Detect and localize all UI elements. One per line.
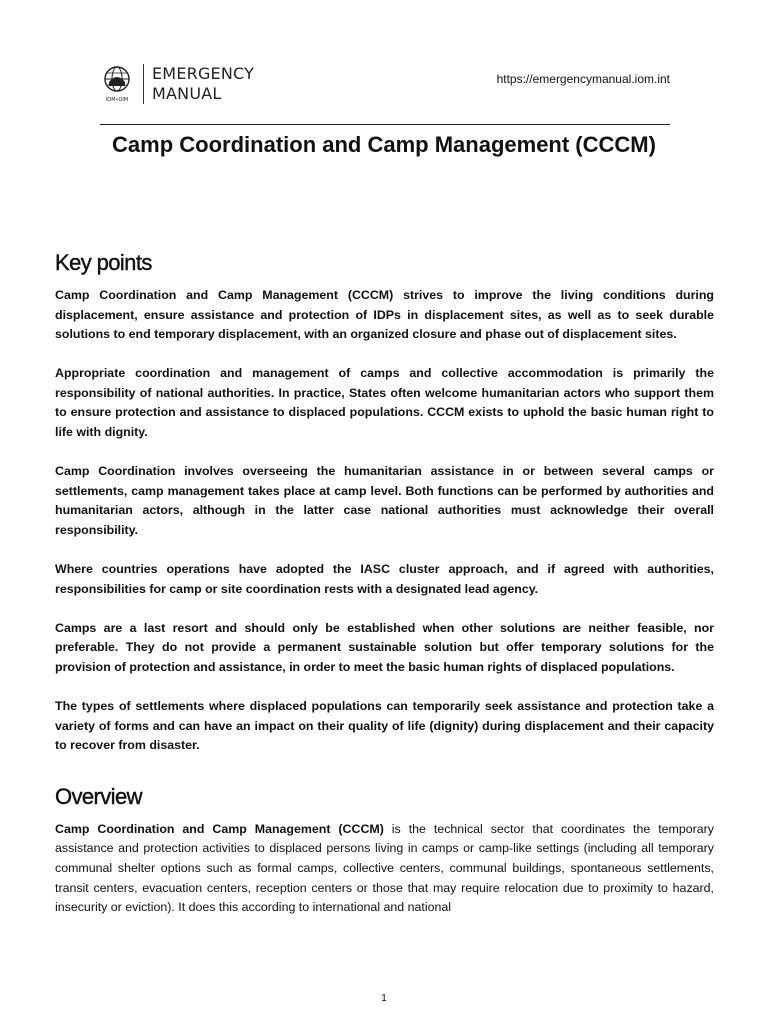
key-point-paragraph: Appropriate coordination and management of camps and collective accommodation is primarily the responsibility of national authorities. In practice, States often welcome humanitarian actors who support them to ensure protection and assistance to displaced populations. CCCM exists to uphold the basic human right to life with dignity. (55, 366, 714, 440)
overview-text: is the technical sector that coordinates the temporary assistance and protection activities to displaced persons living in camps or camp-like settings (including all temporary communal shelter options such as formal camps, collective centers, communal buildings, spontaneous settlements, transit centers, evacuation centers, reception centers or those that may require relocation due to proximity to hazard, insecurity or eviction). It does this according to international and national (55, 821, 714, 915)
key-point-paragraph: Where countries operations have adopted the IASC cluster approach, and if agreed with authorities, responsibilities for camp or site coordination rests with a designated lead agency. (55, 562, 714, 596)
logo-sub-text: IOM•OIM (105, 97, 129, 103)
key-point-paragraph: Camps are a last resort and should only be established when other solutions are neither feasible, nor preferable. They do not provide a permanent sustainable solution but offer temporary solutions for the provision of protection and assistance, in order to meet the basic human rights of displaced populations. (55, 620, 714, 674)
header-url[interactable]: https://emergencymanual.iom.int (496, 72, 670, 86)
overview-paragraph (55, 820, 714, 918)
page-header (100, 62, 670, 106)
key-point-paragraph: Camp Coordination and Camp Management (CCCM) strives to improve the living conditions during displacement, ensure assistance and protection of IDPs in displacement sites, as well as to seek durable solutions to end temporary displacement, with an organized closure and phase out of displacement sites. (55, 288, 714, 342)
logo-line-1: EMERGENCY (152, 64, 255, 83)
iom-logo-icon (100, 64, 134, 104)
logo-line-2: MANUAL (152, 84, 222, 103)
page-number: 1 (381, 993, 387, 1004)
key-point-paragraph: The types of settlements where displaced populations can temporarily seek assistance and protection take a variety of forms and can have an impact on their quality of life (dignity) during displacement and their capacity to recover from disaster. (55, 699, 714, 753)
key-point-paragraph: Camp Coordination involves overseeing the humanitarian assistance in or between several camps or settlements, camp management takes place at camp level. Both functions can be performed by authorities and humanitarian actors, although in the latter case national authorities must acknowledge their overall responsibility. (55, 464, 714, 537)
main-content (55, 250, 714, 918)
header-rule (100, 124, 670, 125)
overview-heading: Overview (55, 783, 142, 809)
logo-divider (143, 64, 144, 104)
document-title: Camp Coordination and Camp Management (CCCM) (112, 132, 656, 157)
key-points-heading: Key points (55, 250, 152, 275)
overview-lead-bold: Camp Coordination and Camp Management (CCCM) (55, 821, 384, 836)
logo-wordmark (152, 64, 254, 104)
